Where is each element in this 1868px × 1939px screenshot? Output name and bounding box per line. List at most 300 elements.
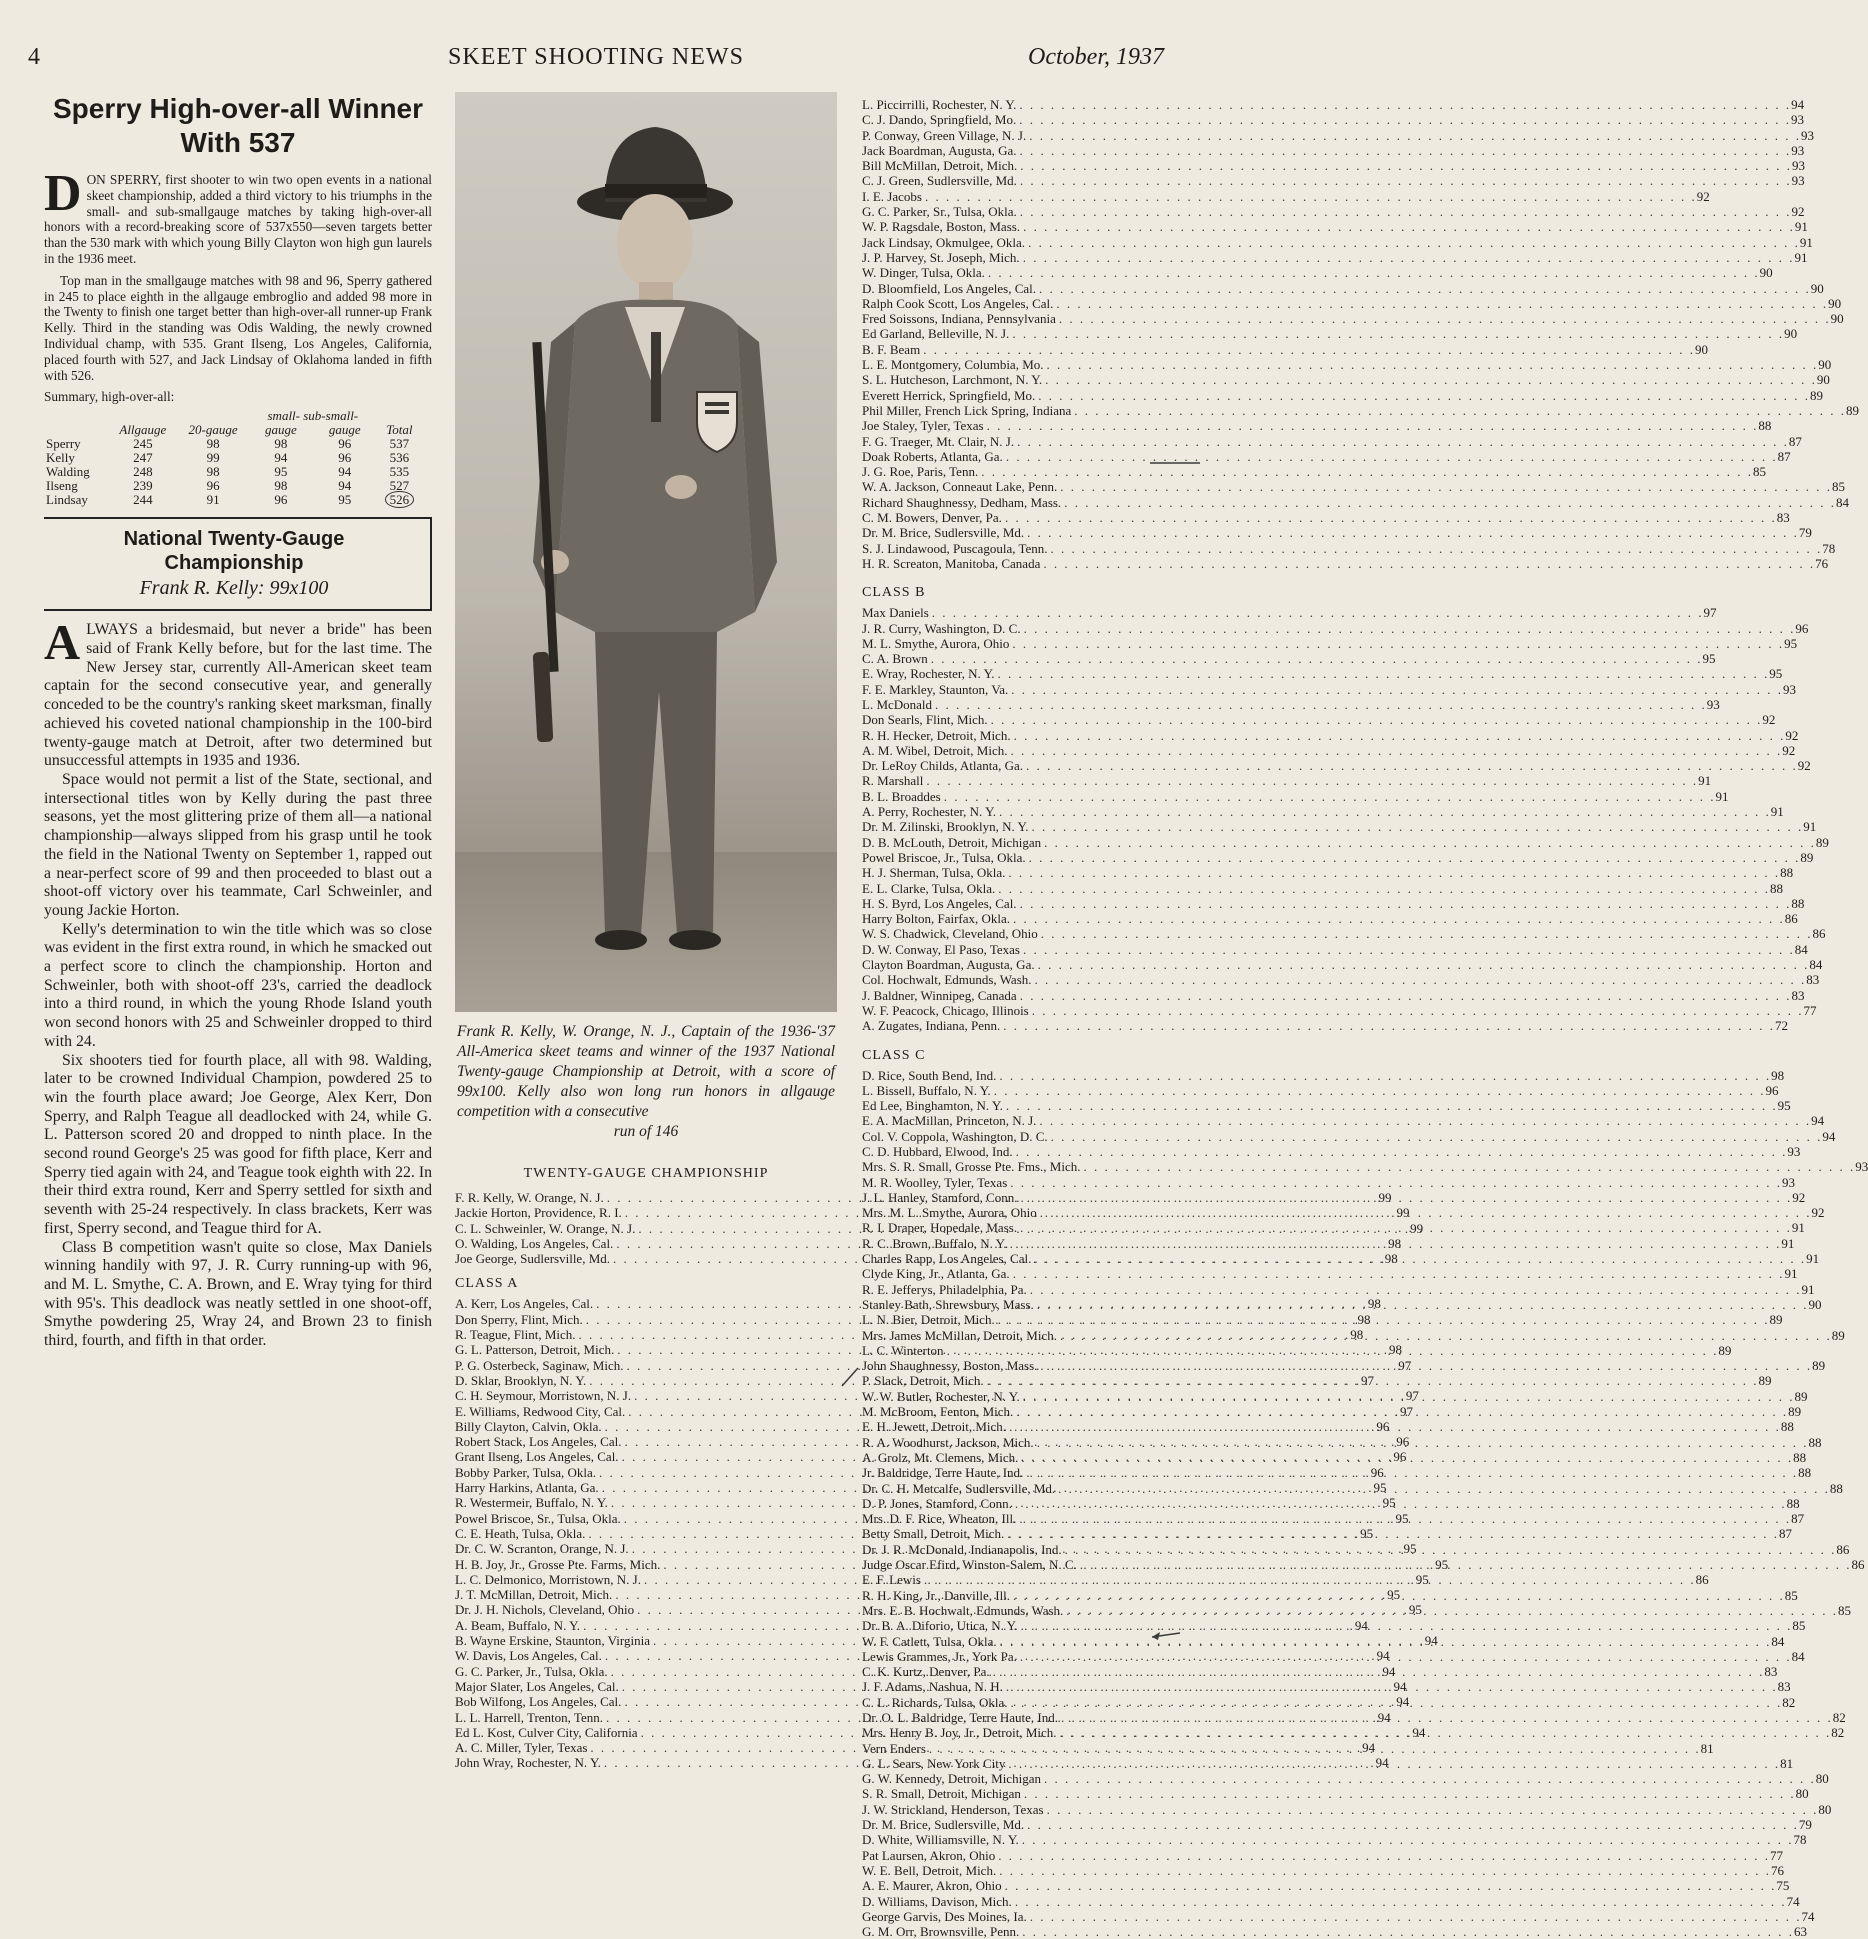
leader-dots xyxy=(995,1312,1770,1327)
leader-dots xyxy=(1016,1511,1791,1526)
result-row xyxy=(862,1862,1784,1878)
shooter-score: 90 xyxy=(1816,372,1830,388)
result-row xyxy=(862,311,1844,327)
result-row xyxy=(862,219,1808,235)
leader-dots xyxy=(1020,942,1795,957)
shooter-name: J. P. Harvey, St. Joseph, Mich. xyxy=(862,249,1020,265)
shooter-name: Stanley Bath, Shrewsbury, Mass. xyxy=(862,1296,1034,1312)
shooter-name: Robert Stack, Los Angeles, Cal. xyxy=(455,1434,622,1450)
leader-dots xyxy=(1013,1144,1788,1159)
leader-dots xyxy=(1044,357,1819,372)
shooter-score: 93 xyxy=(1791,173,1805,189)
leader-dots xyxy=(1002,510,1777,525)
sperry-paragraph-2: Top man in the smallgauge matches with 98 and 96, Sperry gathered in 245 to place eighth in the allgauge embroglio and added 98 more in the Twenty to finish one target better than high-over-all runner-up Frank Kelly. Third in the standing was Odis Walding, the newly crowned Individual champ, with 535. Grant Ilseng, Los Angeles, California, placed fourth with 527, and Jack Lindsay of Oklahoma landed in fifth with 526. xyxy=(44,272,432,383)
shooter-score: 87 xyxy=(1788,433,1802,449)
result-row xyxy=(862,525,1812,541)
shooter-name: H. R. Screaton, Manitoba, Canada xyxy=(862,555,1041,571)
summary-cell-subsmall: 94 xyxy=(338,478,352,494)
result-row xyxy=(862,1924,1808,1939)
result-row xyxy=(862,1847,1783,1863)
shooter-score: 92 xyxy=(1797,758,1811,774)
shooter-score: 93 xyxy=(1800,127,1814,143)
shooter-name: F. R. Kelly, W. Orange, N. J. xyxy=(455,1190,604,1205)
summary-cell-subsmall: 94 xyxy=(338,464,352,480)
result-row xyxy=(862,97,1805,112)
shooter-name: Bill McMillan, Detroit, Mich. xyxy=(862,158,1018,174)
shooter-score: 94 xyxy=(1376,1648,1390,1664)
summary-cell-name: Sperry xyxy=(46,436,81,452)
shooter-score: 89 xyxy=(1800,849,1814,865)
leader-dots xyxy=(1048,1129,1823,1144)
summary-header-top-row xyxy=(44,409,422,423)
leader-dots xyxy=(932,697,1707,712)
leader-dots xyxy=(1062,1542,1837,1557)
shooter-name: R. Westermeir, Buffalo, N. Y. xyxy=(455,1495,608,1511)
shooter-name: J. T. McMillan, Detroit, Mich. xyxy=(455,1587,613,1603)
shooter-name: A. C. Miller, Tyler, Texas xyxy=(455,1740,588,1756)
summary-row xyxy=(44,465,422,479)
shooter-score: 91 xyxy=(1770,804,1784,820)
leader-dots xyxy=(1077,1557,1852,1572)
sperry-paragraph-1 xyxy=(44,165,432,267)
kelly-paragraph-4: Six shooters tied for fourth place, all with 98. Walding, later to be crowned Individual Champion, powdered 25 to win the fourth place award; Joe George, Alex Kerr, Don Sperry, and Ralph Teague all deadlocked with 24, while G. L. Patterson scored 20 and dropped to ninth place. In the second round George's 25 was good for fifth place, Kerr and Sperry tied again with 24, and Teague took eighth with 22. In their third extra round, Kerr and Sperry settled for sixth and seventh with 25-24 respectively. In class brackets, Kerr was first, Sperry second, and Teague third for A. xyxy=(44,1051,432,1237)
shooter-name: D. Sklar, Brooklyn, N. Y. xyxy=(455,1372,587,1388)
leader-dots xyxy=(1003,1679,1778,1694)
shooter-score: 96 xyxy=(1765,1082,1779,1098)
shooter-score: 96 xyxy=(1795,620,1809,636)
shooter-score: 92 xyxy=(1811,1205,1825,1221)
shooter-name: F. G. Traeger, Mt. Clair, N. J. xyxy=(862,433,1015,449)
shooter-name: C. L. Schweinler, W. Orange, N. J. xyxy=(455,1220,636,1236)
result-row xyxy=(862,341,1708,357)
summary-cell-twenty: 98 xyxy=(206,436,220,452)
shooter-score: 87 xyxy=(1779,1526,1793,1542)
shooter-name: C. M. Bowers, Denver, Pa. xyxy=(862,510,1002,526)
shooter-score: 76 xyxy=(1815,555,1829,571)
shooter-name: I. E. Jacobs xyxy=(862,188,922,204)
shooter-name: P. Conway, Green Village, N. J. xyxy=(862,127,1027,143)
summary-cell-small: 95 xyxy=(274,464,288,480)
drop-cap: D xyxy=(44,165,82,222)
result-row xyxy=(862,1786,1809,1802)
summary-col-smallgauge: gauge xyxy=(264,422,297,438)
sperry-headline-line1: Sperry High-over-all Winner xyxy=(52,93,424,124)
summary-cell-allgauge: 245 xyxy=(133,436,153,452)
sperry-paragraph-1-text: first shooter to win two open events in a national skeet championship, added a third victory to his triumphs in the small- and sub-smallgauge matches by taking high-over-all honors with a record-breaking score of 537x550—seven targets better than the 530 mark with which young Billy Clayton won high gun laurels in the 1936 meet. xyxy=(44,172,432,266)
result-row xyxy=(862,448,1791,464)
summary-cell-twenty: 99 xyxy=(206,450,220,466)
leader-dots xyxy=(1081,1159,1856,1174)
result-row xyxy=(862,788,1729,804)
shooter-score: 83 xyxy=(1791,987,1805,1003)
leader-dots xyxy=(1032,972,1807,987)
high-over-all-summary-table xyxy=(44,409,422,507)
shooter-score: 94 xyxy=(1811,1113,1825,1129)
twenty-gauge-results-title: TWENTY-GAUGE CHAMPIONSHIP xyxy=(523,1166,769,1181)
shooter-name: John Shaughnessy, Boston, Mass. xyxy=(862,1358,1038,1374)
result-row xyxy=(862,895,1805,911)
result-row xyxy=(862,464,1766,480)
kelly-photograph xyxy=(455,92,837,1012)
leader-dots xyxy=(1007,1175,1782,1190)
leader-dots xyxy=(1057,1725,1832,1740)
shooter-name: Mrs. Henry B. Joy, Jr., Detroit, Mich. xyxy=(862,1725,1057,1741)
leader-dots xyxy=(1005,1756,1780,1771)
shooter-name: Dr. M. Zilinski, Brooklyn, N. Y. xyxy=(862,819,1029,835)
shooter-score: 86 xyxy=(1812,926,1826,942)
kelly-paragraph-1-text: a bridesmaid, but never a bride" has been said of Frank Kelly before, but for the last time. The New Jersey star, currently All-American skeet team captain for the second consecutive year, and generally conceded to be the country's ranking skeet marksman, finally achieved his coveted national championship in the 100-bird twenty-gauge match at Detroit, after two determined but unsuccessful attempts in 1935 and 1936. xyxy=(44,621,432,770)
shooter-score: 85 xyxy=(1752,464,1766,480)
result-row xyxy=(862,249,1808,265)
shooter-name: P. Slack, Detroit, Mich. xyxy=(862,1373,984,1389)
shooter-score: 88 xyxy=(1793,1449,1807,1465)
shooter-score: 95 xyxy=(1435,1556,1449,1572)
result-row xyxy=(862,326,1798,342)
shooter-score: 88 xyxy=(1829,1480,1843,1496)
shooter-score: 91 xyxy=(1784,1266,1798,1282)
shooter-score: 85 xyxy=(1831,479,1845,495)
summary-label: Summary, high-over-all: xyxy=(44,389,175,405)
shooter-score: 76 xyxy=(1770,1862,1784,1878)
leader-dots xyxy=(996,1068,1771,1083)
result-row xyxy=(862,681,1797,697)
leader-dots xyxy=(1010,1588,1785,1603)
leader-dots xyxy=(1026,850,1801,865)
shooter-name: R. Marshall xyxy=(862,773,924,789)
shooter-name: Max Daniels xyxy=(862,605,929,621)
leader-dots xyxy=(1017,896,1792,911)
result-row xyxy=(862,1144,1801,1159)
result-row xyxy=(862,357,1832,373)
shooter-name: D. White, Williamsville, N. Y. xyxy=(862,1832,1019,1848)
result-row xyxy=(862,555,1829,571)
shooter-name: Judge Oscar Efird, Winston-Salem, N. C. xyxy=(862,1557,1077,1573)
summary-cell-small: 98 xyxy=(274,436,288,452)
shooter-name: Lewis Grammes, Jr., York Pa. xyxy=(862,1648,1017,1664)
leader-dots xyxy=(1017,204,1792,219)
shooter-name: Charles Rapp, Los Angeles, Cal. xyxy=(862,1251,1032,1267)
shooter-score: 89 xyxy=(1831,1327,1845,1343)
shooter-name: Powel Briscoe, Jr., Tulsa, Okla. xyxy=(862,849,1026,865)
result-row xyxy=(862,696,1720,712)
shooter-name: D. Rice, South Bend, Ind. xyxy=(862,1067,997,1083)
leader-dots xyxy=(995,1848,1770,1863)
shooter-score: 78 xyxy=(1822,540,1836,556)
leader-dots xyxy=(1011,728,1786,743)
shooter-name: Ed L. Kost, Culver City, California xyxy=(455,1724,638,1740)
leader-dots xyxy=(978,464,1753,479)
shooter-score: 84 xyxy=(1794,941,1808,957)
leader-dots xyxy=(1057,479,1832,494)
shooter-score: 98 xyxy=(1384,1251,1398,1267)
shooter-name: Mrs. E. B. Hochwalt, Edmunds, Wash. xyxy=(862,1602,1064,1618)
shooter-score: 88 xyxy=(1798,1465,1812,1481)
leader-dots xyxy=(1058,1710,1833,1725)
shooter-name: C. J. Green, Sudlersville, Md. xyxy=(862,173,1017,189)
leader-dots xyxy=(1044,1802,1819,1817)
sperry-article-body xyxy=(44,165,432,383)
leader-dots xyxy=(1055,1481,1830,1496)
shooter-name: D. B. McLouth, Detroit, Michigan xyxy=(862,834,1042,850)
shooter-name: Joe Staley, Tyler, Texas xyxy=(862,418,984,434)
shooter-score: 81 xyxy=(1780,1755,1794,1771)
shooter-score: 87 xyxy=(1777,448,1791,464)
leader-dots xyxy=(1021,621,1796,636)
shooter-score: 72 xyxy=(1775,1018,1789,1034)
shooter-score: 83 xyxy=(1776,510,1790,526)
shooter-score: 93 xyxy=(1792,158,1806,174)
leader-dots xyxy=(1036,1113,1811,1128)
box-title-line2: Championship xyxy=(164,552,304,575)
shooter-name: H. S. Byrd, Los Angeles, Cal. xyxy=(862,895,1017,911)
class-a-continued-list xyxy=(862,97,1860,571)
shooter-score: 97 xyxy=(1361,1372,1375,1388)
shooter-name: Mrs. S. R. Small, Grosse Pte. Fms., Mich. xyxy=(862,1159,1081,1175)
shooter-score: 89 xyxy=(1769,1312,1783,1328)
leader-dots xyxy=(1005,865,1780,880)
shooter-score: 83 xyxy=(1777,1679,1791,1695)
shooter-name: George Garvis, Des Moines, Ia. xyxy=(862,1908,1027,1924)
summary-cell-name: Lindsay xyxy=(46,492,88,508)
summary-col-allgauge: Allgauge xyxy=(119,422,167,438)
shooter-name: F. E. Markley, Staunton, Va. xyxy=(862,681,1009,697)
publication-title: SKEET SHOOTING NEWS xyxy=(448,44,744,70)
leader-dots xyxy=(1024,1817,1799,1832)
leader-dots xyxy=(988,712,1763,727)
shooter-name: Clyde King, Jr., Atlanta, Ga. xyxy=(862,1266,1010,1282)
shooter-name: L. McDonald xyxy=(862,696,933,712)
summary-col-20gauge: 20-gauge xyxy=(188,422,238,438)
summary-cell-name: Kelly xyxy=(46,450,75,466)
shooter-score: 82 xyxy=(1832,1709,1846,1725)
shooter-name: E. Williams, Redwood City, Cal. xyxy=(455,1403,626,1419)
shooter-score: 95 xyxy=(1387,1587,1401,1603)
shooter-score: 89 xyxy=(1846,402,1860,418)
shooter-name: E. A. MacMillan, Princeton, N. J. xyxy=(862,1113,1037,1129)
result-row xyxy=(862,1878,1790,1894)
shooter-score: 89 xyxy=(1758,1373,1772,1389)
shooter-name: Mrs. D. F. Rice, Wheaton, Ill. xyxy=(862,1511,1017,1527)
shooter-score: 94 xyxy=(1412,1724,1426,1740)
result-row xyxy=(862,173,1805,189)
photo-caption-main: Frank R. Kelly, W. Orange, N. J., Captain of the 1936-'37 All-America skeet teams and winner of the 1937 National Twenty-gauge Championship at Detroit, with a score of 99x100. Kelly also won long run honors in allgauge competition with a consecutive xyxy=(457,1023,835,1120)
shooter-score: 96 xyxy=(1376,1418,1390,1434)
shooter-score: 97 xyxy=(1398,1357,1412,1373)
result-row xyxy=(862,865,1794,881)
shooter-name: Ed Lee, Binghamton, N. Y. xyxy=(862,1098,1003,1114)
shooter-name: R. E. Jefferys, Philadelphia, Pa. xyxy=(862,1281,1027,1297)
result-row xyxy=(862,834,1829,850)
shooter-name: W. W. Butler, Rochester, N. Y. xyxy=(862,1388,1020,1404)
shooter-score: 97 xyxy=(1703,605,1717,621)
shooter-score: 88 xyxy=(1780,865,1794,881)
shooter-score: 99 xyxy=(1396,1205,1410,1221)
summary-cell-total: 527 xyxy=(389,478,410,494)
result-row xyxy=(862,849,1814,865)
result-row xyxy=(862,1067,1785,1083)
shooter-name: A. Grolz, Mt. Clemens, Mich. xyxy=(862,1449,1019,1465)
summary-row xyxy=(44,451,422,465)
result-row xyxy=(862,605,1717,621)
shooter-name: O. Walding, Los Angeles, Cal. xyxy=(455,1235,614,1251)
page-number: 4 xyxy=(28,44,40,70)
result-row xyxy=(862,666,1783,682)
leader-dots xyxy=(926,1741,1701,1756)
result-row xyxy=(862,433,1802,449)
result-row xyxy=(862,280,1824,296)
shooter-name: L. C. Delmonico, Morristown, N. J. xyxy=(455,1571,641,1587)
result-row xyxy=(862,972,1820,988)
result-row xyxy=(862,742,1796,758)
result-row xyxy=(862,265,1773,281)
photo-caption xyxy=(455,1022,837,1142)
shooter-score: 88 xyxy=(1786,1495,1800,1511)
shooter-score: 93 xyxy=(1782,1174,1796,1190)
shooter-name: L. Piccirrilli, Rochester, N. Y. xyxy=(862,97,1017,112)
shooter-score: 92 xyxy=(1782,742,1796,758)
result-row xyxy=(862,1771,1829,1787)
shooter-score: 96 xyxy=(1393,1449,1407,1465)
result-row xyxy=(862,540,1836,556)
result-row xyxy=(862,158,1806,174)
shooter-name: R. C. Brown, Buffalo, N. Y. xyxy=(862,1235,1007,1251)
leader-dots xyxy=(1020,219,1795,234)
summary-col-subsmallgauge: gauge xyxy=(328,422,361,438)
shooter-name: W. F. Catlett, Tulsa, Okla. xyxy=(862,1633,997,1649)
leader-dots xyxy=(1037,1205,1812,1220)
shooter-name: Bob Wilfong, Los Angeles, Cal. xyxy=(455,1694,622,1710)
shooter-score: 93 xyxy=(1855,1159,1868,1175)
leader-dots xyxy=(1008,1695,1783,1710)
result-row xyxy=(862,387,1824,403)
shooter-score: 99 xyxy=(1410,1220,1424,1236)
pencil-margin-mark xyxy=(1150,458,1200,468)
leader-dots xyxy=(984,1373,1759,1388)
shooter-name: J. F. Adams, Nashua, N. H. xyxy=(862,1679,1003,1695)
shooter-name: C. K. Kurtz, Denver, Pa. xyxy=(862,1664,990,1680)
shooter-name: Richard Shaughnessy, Dedham, Mass. xyxy=(862,494,1062,510)
leader-dots xyxy=(1023,1465,1798,1480)
leader-dots xyxy=(1040,556,1815,571)
shooter-score: 91 xyxy=(1794,219,1808,235)
leader-dots xyxy=(996,1863,1771,1878)
shooter-name: Jackie Horton, Providence, R. I. xyxy=(455,1205,622,1221)
shooter-score: 91 xyxy=(1794,249,1808,265)
summary-cell-allgauge: 247 xyxy=(133,450,153,466)
shooter-score: 98 xyxy=(1357,1311,1371,1327)
shooter-score: 90 xyxy=(1830,311,1844,327)
shooter-name: C. H. Seymour, Morristown, N. J. xyxy=(455,1388,632,1404)
leader-dots xyxy=(1041,835,1816,850)
shooter-name: P. G. Osterbeck, Saginaw, Mich. xyxy=(455,1357,624,1373)
shooter-score: 89 xyxy=(1815,834,1829,850)
shooter-score: 99 xyxy=(1378,1190,1392,1205)
leader-dots xyxy=(1010,911,1785,926)
shooter-score: 75 xyxy=(1776,1878,1790,1894)
leader-dots xyxy=(1019,1832,1794,1847)
summary-cell-total: 535 xyxy=(389,464,410,480)
leader-dots xyxy=(1063,1603,1838,1618)
shooter-score: 86 xyxy=(1784,911,1798,927)
leader-dots xyxy=(1003,449,1778,464)
shooter-score: 83 xyxy=(1764,1664,1778,1680)
shooter-score: 90 xyxy=(1810,280,1824,296)
shooter-score: 86 xyxy=(1836,1541,1850,1557)
leader-dots xyxy=(1029,1003,1804,1018)
leader-dots xyxy=(1000,1018,1775,1033)
shooter-score: 97 xyxy=(1405,1388,1419,1404)
result-row xyxy=(862,372,1830,388)
shooter-name: J. L. Hanley, Stamford, Conn. xyxy=(862,1189,1018,1205)
kelly-paragraph-2: Space would not permit a list of the State, sectional, and intersectional titles won by Kelly during the past three seasons, yet the most glittering prize of them all—a national championship—always slipped from his grasp until he took the field in the National Twenty on September 1, rapped out a near-perfect score of 99 and then proceeded to blast out a shoot-off victory over his teammate, Carl Schweinler, and young Jackie Horton. xyxy=(44,770,432,919)
leader-dots xyxy=(1035,957,1810,972)
pencil-margin-arrow xyxy=(1152,1630,1182,1644)
shooter-name: Ed Garland, Belleville, N. J. xyxy=(862,326,1010,342)
leader-dots xyxy=(1007,1236,1782,1251)
shooter-score: 91 xyxy=(1801,1281,1815,1297)
shooter-name: W. Davis, Los Angeles, Cal. xyxy=(455,1648,602,1664)
shooter-name: W. P. Ragsdale, Boston, Mass. xyxy=(862,219,1021,235)
result-row xyxy=(862,926,1826,942)
box-subtitle: Frank R. Kelly: 99x100 xyxy=(139,577,329,600)
shooter-name: Clayton Boardman, Augusta, Ga. xyxy=(862,957,1035,973)
result-row xyxy=(862,635,1798,651)
leader-dots xyxy=(1020,1389,1795,1404)
shooter-name: S. L. Hutcheson, Larchmont, N. Y. xyxy=(862,372,1043,388)
shooter-score: 94 xyxy=(1822,1128,1836,1144)
shooter-score: 94 xyxy=(1377,1709,1391,1725)
leader-dots xyxy=(1010,1266,1785,1281)
summary-cell-twenty: 91 xyxy=(206,492,220,508)
summary-row xyxy=(44,437,422,451)
shooter-score: 95 xyxy=(1373,1480,1387,1496)
shooter-score: 94 xyxy=(1375,1755,1389,1771)
shooter-name: G. L. Patterson, Detroit, Mich. xyxy=(455,1342,615,1358)
leader-dots xyxy=(996,804,1771,819)
leader-dots xyxy=(1061,495,1836,510)
shooter-name: A. Perry, Rochester, N. Y. xyxy=(862,804,997,820)
shooter-score: 95 xyxy=(1382,1495,1396,1511)
shooter-name: L. N. Bier, Detroit, Mich. xyxy=(862,1312,995,1328)
shooter-name: D. W. Conway, El Paso, Texas xyxy=(862,941,1020,957)
leader-dots xyxy=(1024,525,1799,540)
shooter-score: 91 xyxy=(1715,788,1729,804)
sperry-headline-line2: With 537 xyxy=(180,127,296,158)
result-row xyxy=(862,1174,1796,1190)
shooter-name: Pat Laursen, Akron, Ohio xyxy=(862,1847,996,1863)
shooter-name: Don Sperry, Flint, Mich. xyxy=(455,1311,583,1327)
shooter-name: W. A. Jackson, Conneaut Lake, Penn. xyxy=(862,479,1058,495)
shooter-score: 89 xyxy=(1812,1358,1826,1374)
leader-dots xyxy=(984,418,1759,433)
shooter-score: 88 xyxy=(1808,1434,1822,1450)
shooter-name: Billy Clayton, Calvin, Okla. xyxy=(455,1418,602,1434)
photo-caption-end: run of 146 xyxy=(613,1123,679,1140)
shooter-name: Bobby Parker, Tulsa, Okla. xyxy=(455,1464,597,1480)
shooter-score: 90 xyxy=(1808,1296,1822,1312)
shooter-name: E. F. Lewis xyxy=(862,1572,921,1588)
result-row xyxy=(862,402,1860,418)
issue-date: October, 1937 xyxy=(1028,44,1164,70)
shooter-score: 89 xyxy=(1718,1342,1732,1358)
shooter-name: L. C. Winterton xyxy=(862,1342,944,1358)
result-row xyxy=(862,758,1811,774)
leader-dots xyxy=(1042,372,1817,387)
shooter-score: 92 xyxy=(1785,727,1799,743)
shooter-name: Doak Roberts, Atlanta, Ga. xyxy=(862,448,1003,464)
leader-dots xyxy=(995,666,1770,681)
leader-dots xyxy=(1038,926,1813,941)
